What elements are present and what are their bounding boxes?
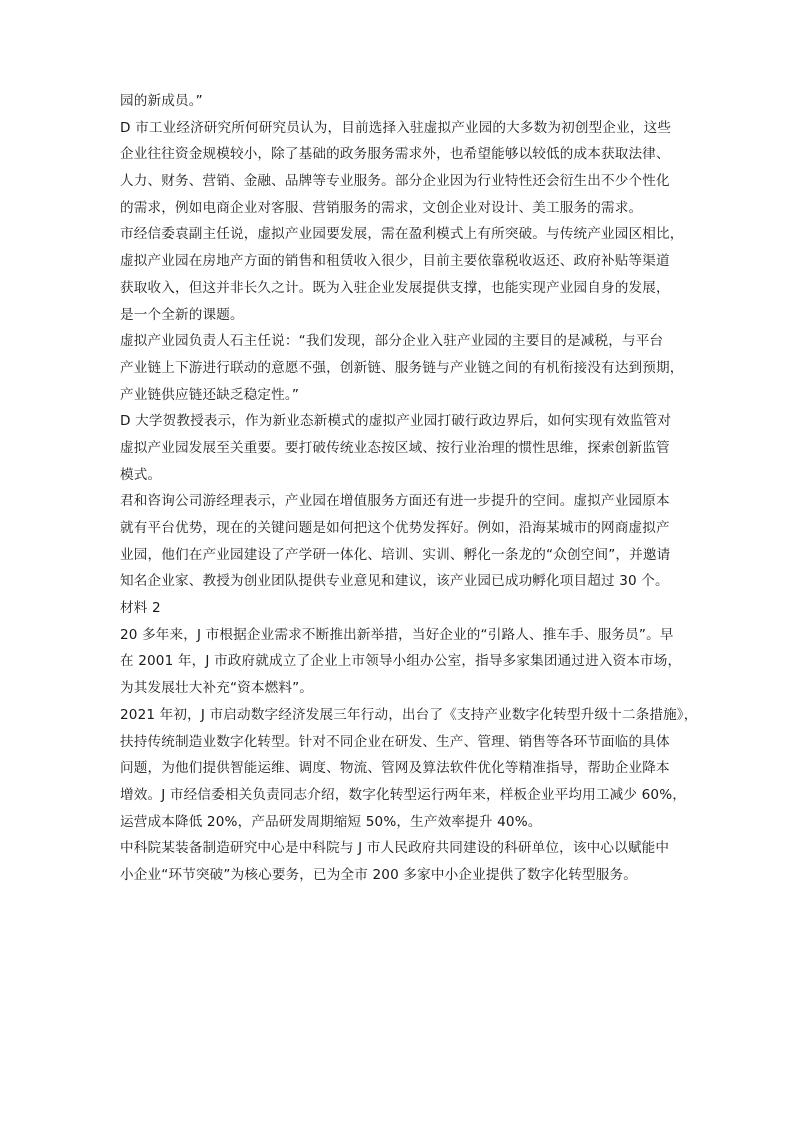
document-body [120,88,700,889]
text-line: 为其发展壮大补充“资本燃料”。 [120,680,314,697]
text-line: 园的新成员。” [120,93,203,109]
text-line: 小企业“环节突破”为核心要务，已为全市 200 多家中小企业提供了数字化转型服务。 [120,866,638,883]
text-line: 中科院某装备制造研究中心是中科院与 J 市人民政府共同建设的科研单位，该中心以赋能中 [120,840,670,857]
text-line: 产业链供应链还缺乏稳定性。” [120,386,300,403]
text-line: 扶持传统制造业数字化转型。针对不同企业在研发、生产、管理、销售等各环节面临的具体 [120,733,670,750]
text-line: 君和咨询公司游经理表示，产业园在增值服务方面还有进一步提升的空间。虚拟产业园原本 [120,493,670,510]
text-line: 问题，为他们提供智能运维、调度、物流、管网及算法软件优化等精准指导，帮助企业降本 [120,760,670,777]
text-line: 20 多年来，J 市根据企业需求不断推出新举措，当好企业的“引路人、推车手、服务员”。早 [120,626,674,643]
text-line: 企业往往资金规模较小，除了基础的政务服务需求外，也希望能够以较低的成本获取法律、 [120,146,670,163]
text-line: 就有平台优势，现在的关键问题是如何把这个优势发挥好。例如，沿海某城市的网商虚拟产 [120,520,670,536]
text-line: 虚拟产业园在房地产方面的销售和租赁收入很少，目前主要依靠税收返还、政府补贴等渠道 [120,253,670,270]
text-line: 产业链上下游进行联动的意愿不强，创新链、服务链与产业链之间的有机衔接没有达到预期， [120,359,684,376]
text-line: D 市工业经济研究所何研究员认为，目前选择入驻虚拟产业园的大多数为初创型企业，这些 [120,119,672,136]
text-line: 虚拟产业园负责人石主任说：“我们发现，部分企业入驻产业园的主要目的是减税，与平台 [120,333,664,350]
text-line: 增效。J 市经信委相关负责同志介绍，数字化转型运行两年来，样板企业平均用工减少 60%， [120,786,687,803]
text-line: 在 2001 年，J 市政府就成立了企业上市领导小组办公室，指导多家集团通过进入资本市场， [120,653,682,670]
text-line: 2021 年初，J 市启动数字经济发展三年行动，出台了《支持产业数字化转型升级十二条措施》， [120,706,698,723]
text-line: 模式。 [120,466,162,483]
text-line: 获取收入，但这并非长久之计。既为入驻企业发展提供支撑，也能实现产业园自身的发展， [120,279,670,296]
text-line: 市经信委袁副主任说，虚拟产业园要发展，需在盈利模式上有所突破。与传统产业园区相比， [120,226,684,243]
text-line: 业园，他们在产业园建设了产学研一体化、培训、实训、孵化一条龙的“众创空间”，并邀请 [120,546,671,563]
text-line: 的需求，例如电商企业对客服、营销服务的需求，文创企业对设计、美工服务的需求。 [120,199,643,216]
section-heading: 材料 2 [120,600,161,617]
text-line: 虚拟产业园发展至关重要。要打破传统业态按区域、按行业治理的惯性思维，探索创新监管 [120,439,670,456]
text-line: D 大学贺教授表示，作为新业态新模式的虚拟产业园打破行政边界后，如何实现有效监管对 [120,413,672,430]
text-line: 运营成本降低 20%，产品研发周期缩短 50%，生产效率提升 40%。 [120,813,542,830]
text-line: 是一个全新的课题。 [120,306,244,323]
text-line: 知名企业家、教授为创业团队提供专业意见和建议，该产业园已成功孵化项目超过 30 个。 [120,573,669,590]
text-line: 人力、财务、营销、金融、品牌等专业服务。部分企业因为行业特性还会衍生出不少个性化 [120,173,670,190]
